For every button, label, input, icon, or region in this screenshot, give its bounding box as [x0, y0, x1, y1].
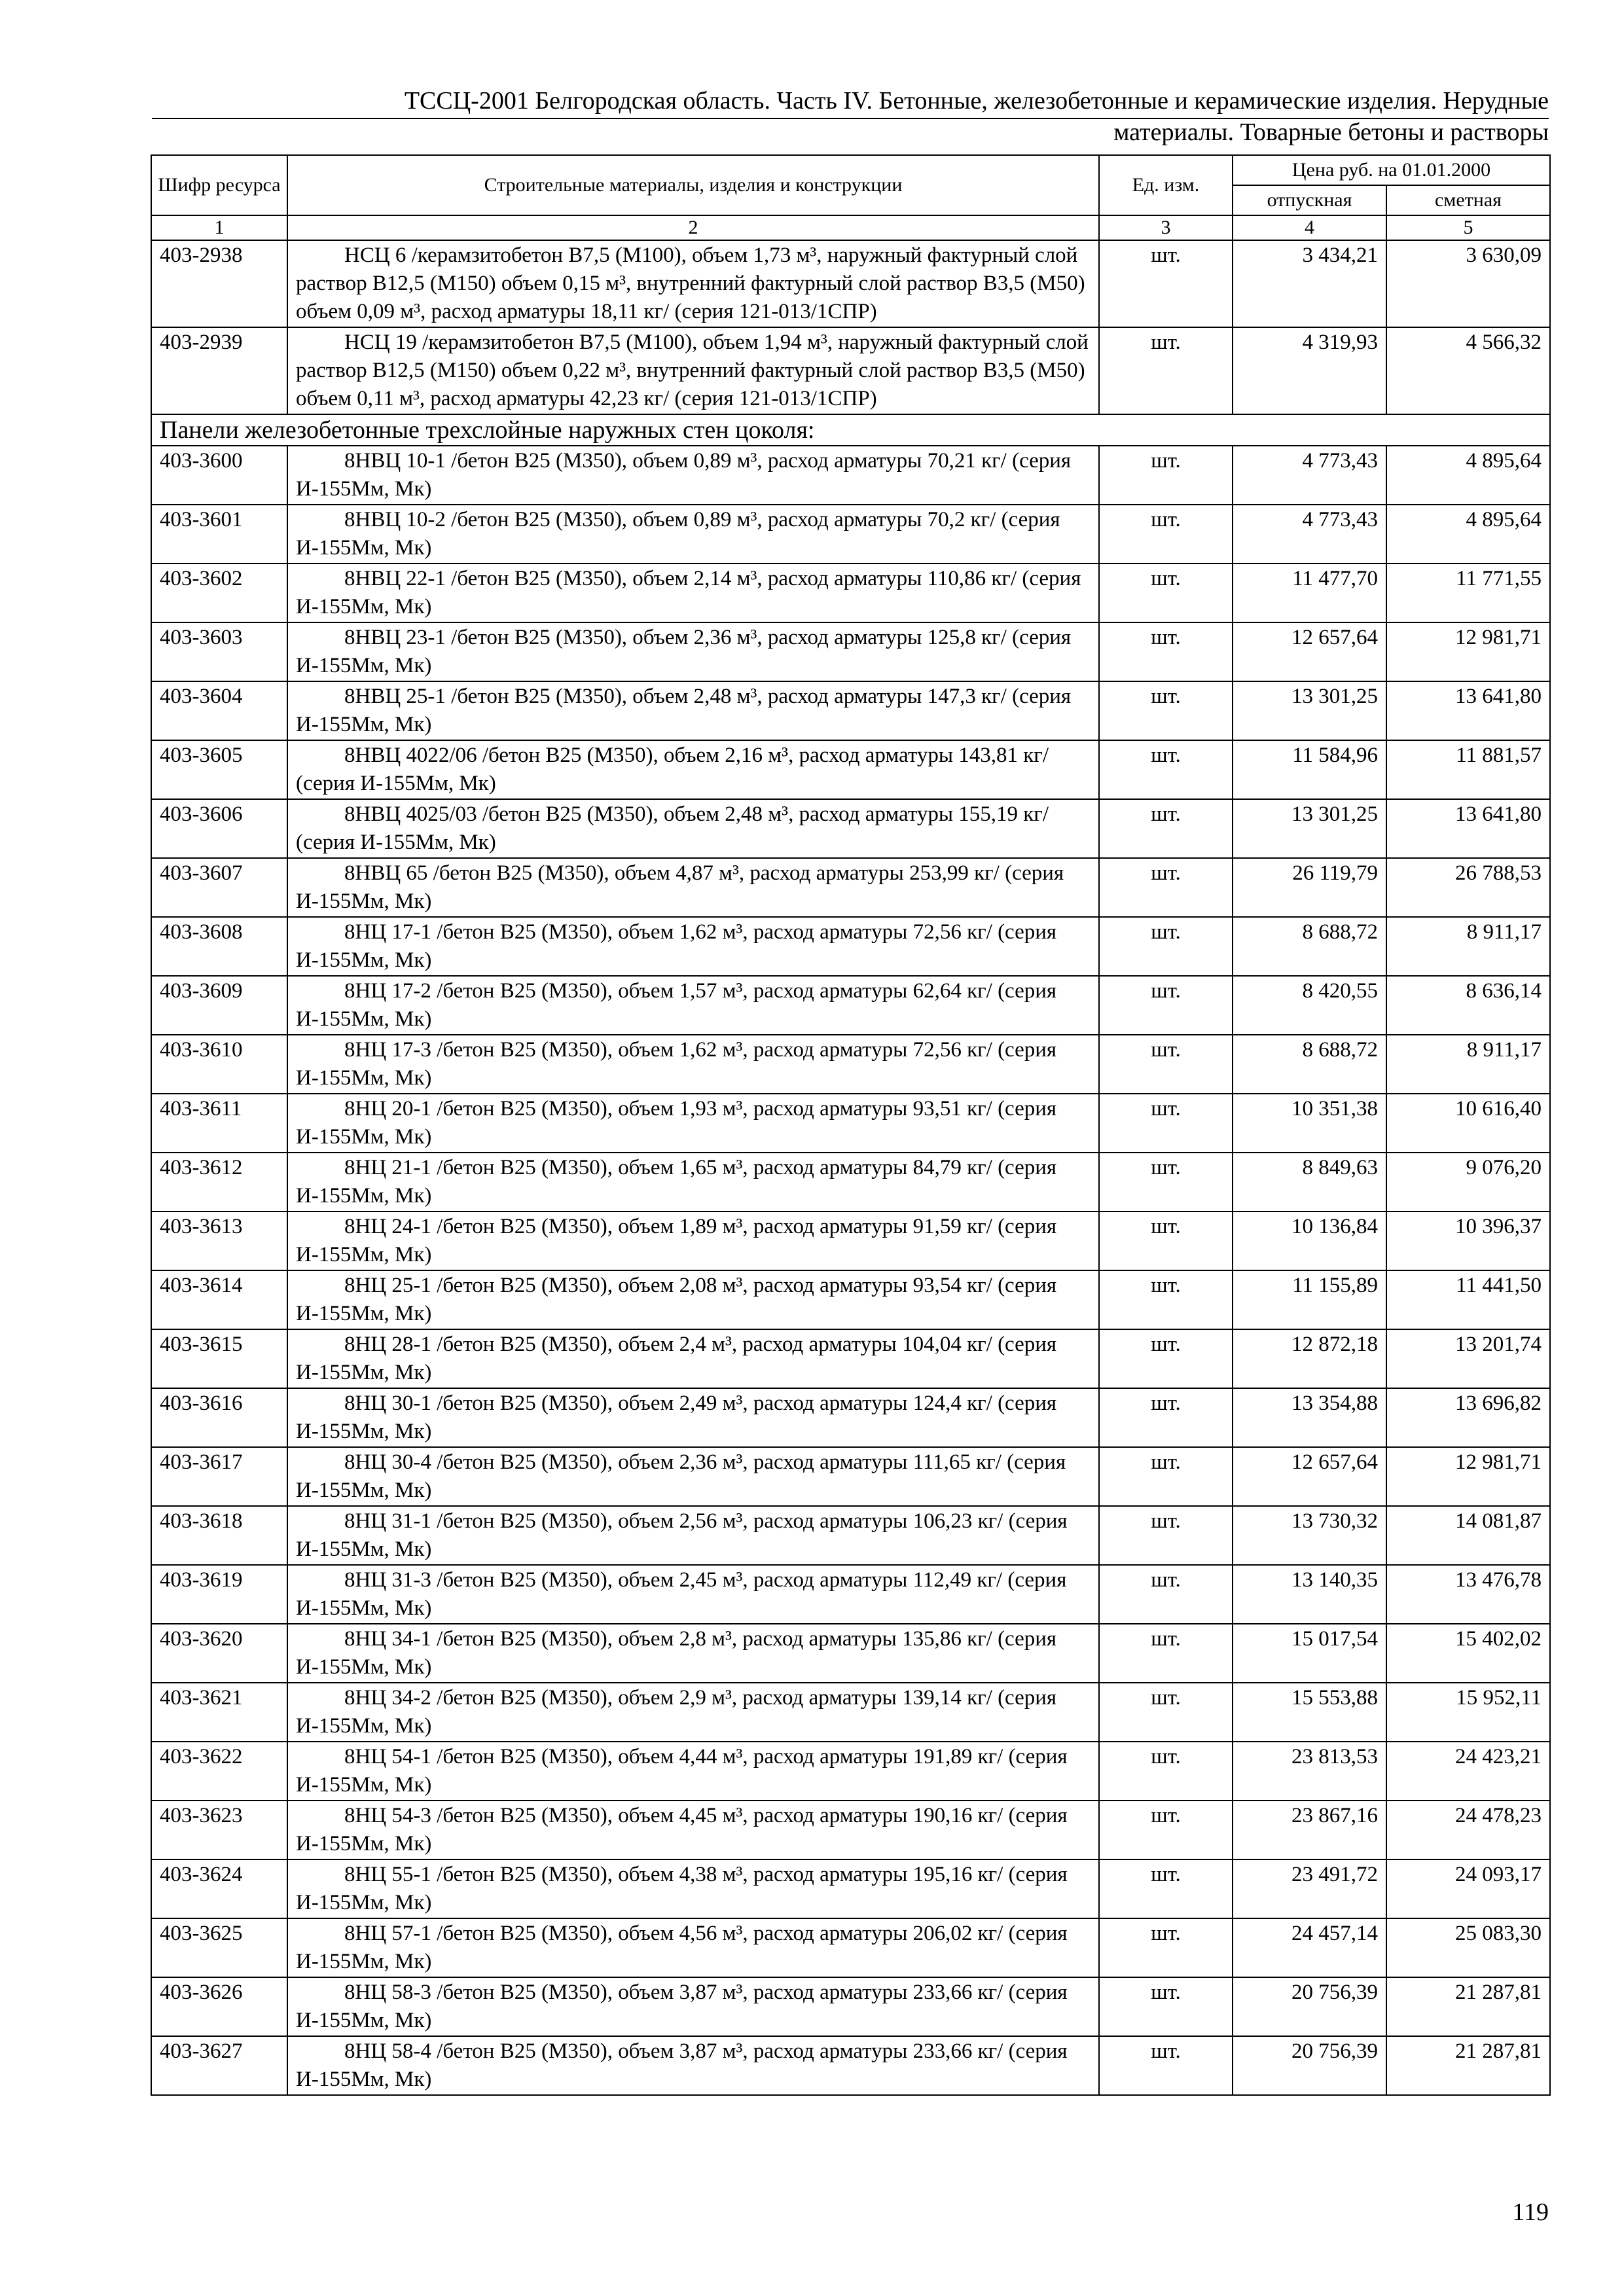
- resource-code: 403-3627: [151, 2036, 287, 2095]
- table-row: [151, 1918, 1550, 1977]
- unit-of-measure: шт.: [1099, 564, 1233, 622]
- price-table: [151, 154, 1551, 2096]
- price-release: 23 813,53: [1233, 1742, 1386, 1801]
- price-release: 11 155,89: [1233, 1270, 1386, 1329]
- price-estimate: 10 396,37: [1386, 1211, 1550, 1270]
- material-description: НСЦ 6 /керамзитобетон В7,5 (М100), объем 1,73 м³, наружный фактурный слой раствор В12,5 (М150) объем 0,15 м³, внутренний фактурный слой раствор В3,5 (М50) объем 0,09 м³, расход арматуры 18,11 кг/ (серия 121-013/1СПР): [287, 240, 1099, 327]
- material-description: 8НЦ 34-1 /бетон В25 (М350), объем 2,8 м³, расход арматуры 135,86 кг/ (серия И-155Мм, Мк): [287, 1624, 1099, 1683]
- price-release: 11 477,70: [1233, 564, 1386, 622]
- table-row: [151, 1153, 1550, 1211]
- table-row: [151, 917, 1550, 976]
- table-row: [151, 1506, 1550, 1565]
- unit-of-measure: шт.: [1099, 1447, 1233, 1506]
- resource-code: 403-2939: [151, 327, 287, 414]
- resource-code: 403-3616: [151, 1388, 287, 1447]
- unit-of-measure: шт.: [1099, 1565, 1233, 1624]
- material-description: 8НЦ 54-3 /бетон В25 (М350), объем 4,45 м³, расход арматуры 190,16 кг/ (серия И-155Мм, Мк): [287, 1801, 1099, 1859]
- price-estimate: 4 895,64: [1386, 446, 1550, 505]
- unit-of-measure: шт.: [1099, 1094, 1233, 1153]
- material-description: 8НЦ 54-1 /бетон В25 (М350), объем 4,44 м³, расход арматуры 191,89 кг/ (серия И-155Мм, Мк): [287, 1742, 1099, 1801]
- price-estimate: 14 081,87: [1386, 1506, 1550, 1565]
- price-estimate: 15 952,11: [1386, 1683, 1550, 1742]
- table-header: [151, 155, 1550, 240]
- table-row: [151, 1565, 1550, 1624]
- material-description: 8НВЦ 4025/03 /бетон В25 (М350), объем 2,48 м³, расход арматуры 155,19 кг/ (серия И-155Мм, Мк): [287, 799, 1099, 858]
- col-header-code: Шифр ресурса: [151, 155, 287, 215]
- material-description: 8НЦ 21-1 /бетон В25 (М350), объем 1,65 м³, расход арматуры 84,79 кг/ (серия И-155Мм, Мк): [287, 1153, 1099, 1211]
- col-number: 3: [1099, 215, 1233, 240]
- material-description: 8НВЦ 22-1 /бетон В25 (М350), объем 2,14 м³, расход арматуры 110,86 кг/ (серия И-155Мм, Мк): [287, 564, 1099, 622]
- price-estimate: 11 771,55: [1386, 564, 1550, 622]
- price-release: 23 867,16: [1233, 1801, 1386, 1859]
- price-estimate: 13 641,80: [1386, 681, 1550, 740]
- resource-code: 403-3614: [151, 1270, 287, 1329]
- price-estimate: 21 287,81: [1386, 1977, 1550, 2036]
- resource-code: 403-3611: [151, 1094, 287, 1153]
- unit-of-measure: шт.: [1099, 681, 1233, 740]
- price-estimate: 13 696,82: [1386, 1388, 1550, 1447]
- table-row: [151, 1035, 1550, 1094]
- table-row: [151, 1270, 1550, 1329]
- resource-code: 403-3623: [151, 1801, 287, 1859]
- price-release: 3 434,21: [1233, 240, 1386, 327]
- material-description: НСЦ 19 /керамзитобетон В7,5 (М100), объем 1,94 м³, наружный фактурный слой раствор В12,5 (М150) объем 0,22 м³, внутренний фактурный слой раствор В3,5 (М50) объем 0,11 м³, расход арматуры 42,23 кг/ (серия 121-013/1СПР): [287, 327, 1099, 414]
- resource-code: 403-3604: [151, 681, 287, 740]
- price-release: 13 354,88: [1233, 1388, 1386, 1447]
- price-release: 20 756,39: [1233, 2036, 1386, 2095]
- table-row: [151, 1388, 1550, 1447]
- unit-of-measure: шт.: [1099, 858, 1233, 917]
- col-header-price-estimate: сметная: [1386, 185, 1550, 215]
- price-estimate: 15 402,02: [1386, 1624, 1550, 1683]
- price-estimate: 10 616,40: [1386, 1094, 1550, 1153]
- col-number: 2: [287, 215, 1099, 240]
- material-description: 8НВЦ 23-1 /бетон В25 (М350), объем 2,36 м³, расход арматуры 125,8 кг/ (серия И-155Мм, Мк): [287, 622, 1099, 681]
- resource-code: 403-3603: [151, 622, 287, 681]
- table-row: [151, 1801, 1550, 1859]
- price-estimate: 12 981,71: [1386, 622, 1550, 681]
- material-description: 8НЦ 58-4 /бетон В25 (М350), объем 3,87 м³, расход арматуры 233,66 кг/ (серия И-155Мм, Мк): [287, 2036, 1099, 2095]
- price-estimate: 8 911,17: [1386, 1035, 1550, 1094]
- price-release: 8 420,55: [1233, 976, 1386, 1035]
- price-release: 13 730,32: [1233, 1506, 1386, 1565]
- material-description: 8НЦ 31-3 /бетон В25 (М350), объем 2,45 м³, расход арматуры 112,49 кг/ (серия И-155Мм, Мк): [287, 1565, 1099, 1624]
- resource-code: 403-2938: [151, 240, 287, 327]
- table-row: [151, 1742, 1550, 1801]
- resource-code: 403-3617: [151, 1447, 287, 1506]
- price-release: 10 351,38: [1233, 1094, 1386, 1153]
- resource-code: 403-3601: [151, 505, 287, 564]
- section-title: Панели железобетонные трехслойные наружных стен цоколя:: [151, 414, 1550, 446]
- unit-of-measure: шт.: [1099, 1918, 1233, 1977]
- price-release: 23 491,72: [1233, 1859, 1386, 1918]
- price-estimate: 24 093,17: [1386, 1859, 1550, 1918]
- page-number: 119: [1512, 2198, 1549, 2226]
- price-release: 8 688,72: [1233, 917, 1386, 976]
- material-description: 8НЦ 58-3 /бетон В25 (М350), объем 3,87 м³, расход арматуры 233,66 кг/ (серия И-155Мм, Мк): [287, 1977, 1099, 2036]
- unit-of-measure: шт.: [1099, 1506, 1233, 1565]
- price-estimate: 24 478,23: [1386, 1801, 1550, 1859]
- table-row: [151, 446, 1550, 505]
- col-header-price-group: Цена руб. на 01.01.2000: [1233, 155, 1550, 185]
- table-row: [151, 1683, 1550, 1742]
- price-release: 4 773,43: [1233, 505, 1386, 564]
- price-estimate: 11 441,50: [1386, 1270, 1550, 1329]
- section-row-group: [151, 414, 1550, 446]
- price-release: 4 773,43: [1233, 446, 1386, 505]
- material-description: 8НЦ 25-1 /бетон В25 (М350), объем 2,08 м³, расход арматуры 93,54 кг/ (серия И-155Мм, Мк): [287, 1270, 1099, 1329]
- table-row: [151, 564, 1550, 622]
- col-header-price-release: отпускная: [1233, 185, 1386, 215]
- material-description: 8НЦ 34-2 /бетон В25 (М350), объем 2,9 м³, расход арматуры 139,14 кг/ (серия И-155Мм, Мк): [287, 1683, 1099, 1742]
- table-row: [151, 1094, 1550, 1153]
- resource-code: 403-3612: [151, 1153, 287, 1211]
- table-row: [151, 240, 1550, 327]
- material-description: 8НЦ 28-1 /бетон В25 (М350), объем 2,4 м³, расход арматуры 104,04 кг/ (серия И-155Мм, Мк): [287, 1329, 1099, 1388]
- price-estimate: 4 566,32: [1386, 327, 1550, 414]
- table-row: [151, 799, 1550, 858]
- table-body-main: [151, 446, 1550, 2095]
- section-row: [151, 414, 1550, 446]
- unit-of-measure: шт.: [1099, 1270, 1233, 1329]
- price-release: 8 688,72: [1233, 1035, 1386, 1094]
- col-header-name: Строительные материалы, изделия и конструкции: [287, 155, 1099, 215]
- resource-code: 403-3625: [151, 1918, 287, 1977]
- material-description: 8НЦ 55-1 /бетон В25 (М350), объем 4,38 м³, расход арматуры 195,16 кг/ (серия И-155Мм, Мк): [287, 1859, 1099, 1918]
- resource-code: 403-3624: [151, 1859, 287, 1918]
- unit-of-measure: шт.: [1099, 240, 1233, 327]
- unit-of-measure: шт.: [1099, 1035, 1233, 1094]
- price-release: 12 657,64: [1233, 622, 1386, 681]
- table-row: [151, 858, 1550, 917]
- unit-of-measure: шт.: [1099, 327, 1233, 414]
- table-row: [151, 1329, 1550, 1388]
- material-description: 8НЦ 17-1 /бетон В25 (М350), объем 1,62 м³, расход арматуры 72,56 кг/ (серия И-155Мм, Мк): [287, 917, 1099, 976]
- resource-code: 403-3610: [151, 1035, 287, 1094]
- price-estimate: 8 636,14: [1386, 976, 1550, 1035]
- table-row: [151, 1211, 1550, 1270]
- header-rule: [152, 118, 1549, 119]
- unit-of-measure: шт.: [1099, 1211, 1233, 1270]
- header-line-2: материалы. Товарные бетоны и растворы: [1113, 118, 1549, 146]
- col-header-unit: Ед. изм.: [1099, 155, 1233, 215]
- resource-code: 403-3626: [151, 1977, 287, 2036]
- unit-of-measure: шт.: [1099, 446, 1233, 505]
- resource-code: 403-3613: [151, 1211, 287, 1270]
- price-estimate: 13 476,78: [1386, 1565, 1550, 1624]
- material-description: 8НВЦ 65 /бетон В25 (М350), объем 4,87 м³, расход арматуры 253,99 кг/ (серия И-155Мм, Мк): [287, 858, 1099, 917]
- price-estimate: 13 201,74: [1386, 1329, 1550, 1388]
- material-description: 8НЦ 17-2 /бетон В25 (М350), объем 1,57 м³, расход арматуры 62,64 кг/ (серия И-155Мм, Мк): [287, 976, 1099, 1035]
- price-release: 8 849,63: [1233, 1153, 1386, 1211]
- resource-code: 403-3615: [151, 1329, 287, 1388]
- price-release: 12 657,64: [1233, 1447, 1386, 1506]
- table-row: [151, 327, 1550, 414]
- unit-of-measure: шт.: [1099, 1153, 1233, 1211]
- col-number: 4: [1233, 215, 1386, 240]
- resource-code: 403-3619: [151, 1565, 287, 1624]
- material-description: 8НЦ 20-1 /бетон В25 (М350), объем 1,93 м³, расход арматуры 93,51 кг/ (серия И-155Мм, Мк): [287, 1094, 1099, 1153]
- price-release: 13 140,35: [1233, 1565, 1386, 1624]
- resource-code: 403-3622: [151, 1742, 287, 1801]
- price-release: 26 119,79: [1233, 858, 1386, 917]
- col-number: 1: [151, 215, 287, 240]
- price-release: 10 136,84: [1233, 1211, 1386, 1270]
- resource-code: 403-3621: [151, 1683, 287, 1742]
- unit-of-measure: шт.: [1099, 1742, 1233, 1801]
- unit-of-measure: шт.: [1099, 1977, 1233, 2036]
- price-release: 24 457,14: [1233, 1918, 1386, 1977]
- price-estimate: 9 076,20: [1386, 1153, 1550, 1211]
- unit-of-measure: шт.: [1099, 1801, 1233, 1859]
- table-row: [151, 976, 1550, 1035]
- resource-code: 403-3600: [151, 446, 287, 505]
- price-estimate: 26 788,53: [1386, 858, 1550, 917]
- table-row: [151, 1624, 1550, 1683]
- material-description: 8НВЦ 10-1 /бетон В25 (М350), объем 0,89 м³, расход арматуры 70,21 кг/ (серия И-155Мм, Мк): [287, 446, 1099, 505]
- table-row: [151, 505, 1550, 564]
- resource-code: 403-3605: [151, 740, 287, 799]
- table-row: [151, 740, 1550, 799]
- table-row: [151, 622, 1550, 681]
- material-description: 8НВЦ 25-1 /бетон В25 (М350), объем 2,48 м³, расход арматуры 147,3 кг/ (серия И-155Мм, Мк): [287, 681, 1099, 740]
- price-estimate: 21 287,81: [1386, 2036, 1550, 2095]
- material-description: 8НВЦ 4022/06 /бетон В25 (М350), объем 2,16 м³, расход арматуры 143,81 кг/ (серия И-155Мм, Мк): [287, 740, 1099, 799]
- material-description: 8НЦ 24-1 /бетон В25 (М350), объем 1,89 м³, расход арматуры 91,59 кг/ (серия И-155Мм, Мк): [287, 1211, 1099, 1270]
- price-release: 15 017,54: [1233, 1624, 1386, 1683]
- unit-of-measure: шт.: [1099, 2036, 1233, 2095]
- price-release: 13 301,25: [1233, 799, 1386, 858]
- unit-of-measure: шт.: [1099, 1683, 1233, 1742]
- material-description: 8НВЦ 10-2 /бетон В25 (М350), объем 0,89 м³, расход арматуры 70,2 кг/ (серия И-155Мм, Мк): [287, 505, 1099, 564]
- col-number: 5: [1386, 215, 1550, 240]
- table-row: [151, 1859, 1550, 1918]
- price-estimate: 11 881,57: [1386, 740, 1550, 799]
- price-estimate: 13 641,80: [1386, 799, 1550, 858]
- unit-of-measure: шт.: [1099, 976, 1233, 1035]
- price-estimate: 12 981,71: [1386, 1447, 1550, 1506]
- unit-of-measure: шт.: [1099, 1329, 1233, 1388]
- unit-of-measure: шт.: [1099, 917, 1233, 976]
- price-estimate: 24 423,21: [1386, 1742, 1550, 1801]
- price-estimate: 8 911,17: [1386, 917, 1550, 976]
- unit-of-measure: шт.: [1099, 622, 1233, 681]
- price-estimate: 4 895,64: [1386, 505, 1550, 564]
- price-release: 20 756,39: [1233, 1977, 1386, 2036]
- price-release: 11 584,96: [1233, 740, 1386, 799]
- price-estimate: 3 630,09: [1386, 240, 1550, 327]
- table-body-top: [151, 240, 1550, 414]
- header-line-1: ТССЦ-2001 Белгородская область. Часть IV. Бетонные, железобетонные и керамические изделия. Нерудные: [404, 87, 1549, 115]
- resource-code: 403-3607: [151, 858, 287, 917]
- price-release: 12 872,18: [1233, 1329, 1386, 1388]
- resource-code: 403-3606: [151, 799, 287, 858]
- material-description: 8НЦ 57-1 /бетон В25 (М350), объем 4,56 м³, расход арматуры 206,02 кг/ (серия И-155Мм, Мк): [287, 1918, 1099, 1977]
- price-release: 4 319,93: [1233, 327, 1386, 414]
- resource-code: 403-3620: [151, 1624, 287, 1683]
- material-description: 8НЦ 31-1 /бетон В25 (М350), объем 2,56 м³, расход арматуры 106,23 кг/ (серия И-155Мм, Мк): [287, 1506, 1099, 1565]
- material-description: 8НЦ 30-1 /бетон В25 (М350), объем 2,49 м³, расход арматуры 124,4 кг/ (серия И-155Мм, Мк): [287, 1388, 1099, 1447]
- price-release: 15 553,88: [1233, 1683, 1386, 1742]
- resource-code: 403-3602: [151, 564, 287, 622]
- resource-code: 403-3618: [151, 1506, 287, 1565]
- unit-of-measure: шт.: [1099, 505, 1233, 564]
- unit-of-measure: шт.: [1099, 1388, 1233, 1447]
- table-row: [151, 2036, 1550, 2095]
- unit-of-measure: шт.: [1099, 1859, 1233, 1918]
- page-header: [152, 85, 1549, 148]
- unit-of-measure: шт.: [1099, 1624, 1233, 1683]
- unit-of-measure: шт.: [1099, 740, 1233, 799]
- material-description: 8НЦ 30-4 /бетон В25 (М350), объем 2,36 м³, расход арматуры 111,65 кг/ (серия И-155Мм, Мк): [287, 1447, 1099, 1506]
- resource-code: 403-3608: [151, 917, 287, 976]
- price-estimate: 25 083,30: [1386, 1918, 1550, 1977]
- price-release: 13 301,25: [1233, 681, 1386, 740]
- table-row: [151, 1977, 1550, 2036]
- table-row: [151, 1447, 1550, 1506]
- material-description: 8НЦ 17-3 /бетон В25 (М350), объем 1,62 м³, расход арматуры 72,56 кг/ (серия И-155Мм, Мк): [287, 1035, 1099, 1094]
- resource-code: 403-3609: [151, 976, 287, 1035]
- unit-of-measure: шт.: [1099, 799, 1233, 858]
- table-row: [151, 681, 1550, 740]
